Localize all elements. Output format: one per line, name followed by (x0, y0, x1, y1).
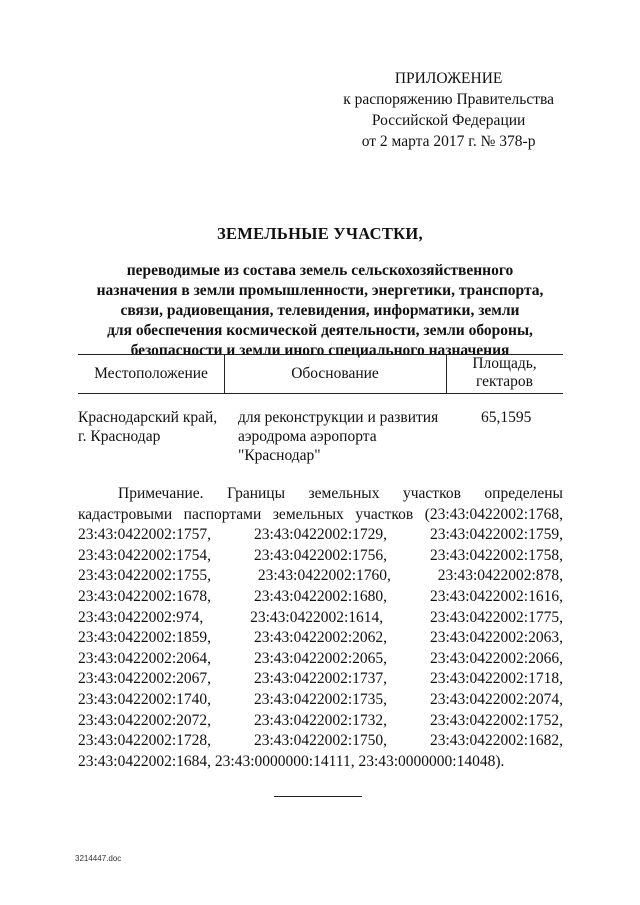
cadastral-number: 23:43:0422002:1750, (253, 732, 388, 750)
cadastral-number: 23:43:0422002:1775, (429, 608, 563, 626)
note-word: Границы (227, 485, 285, 502)
header-location: Местоположение (94, 365, 208, 382)
cadastral-number: 23:43:0422002:1760, (257, 567, 391, 585)
cadastral-number: 23:43:0422002:1737, (253, 670, 388, 688)
cadastral-row (78, 587, 563, 608)
row-location-line2: г. Краснодар (78, 428, 161, 445)
cadastral-number: 23:43:0422002:1859, (78, 629, 212, 647)
note-block (78, 484, 563, 772)
header-basis: Обоснование (291, 365, 379, 382)
cadastral-numbers-grid (78, 525, 563, 752)
header-area-line1: Площадь, (472, 355, 537, 372)
cadastral-row (78, 731, 563, 752)
cadastral-row (78, 649, 563, 670)
appendix-government: Российской Федерации (371, 112, 526, 129)
cadastral-row (78, 628, 563, 649)
note-word: (23:43:0422002:1768, (424, 505, 563, 523)
cadastral-number: 23:43:0422002:2067, (78, 670, 212, 688)
document-id: 3214447.doc (75, 854, 122, 863)
subtitle-line: связи, радиовещания, телевидения, информатики, земли (120, 302, 520, 319)
subtitle-line: назначения в земли промышленности, энергетики, транспорта, (96, 282, 544, 299)
note-word: участков (403, 485, 461, 502)
cadastral-row (78, 690, 563, 711)
cadastral-number: 23:43:0422002:2063, (429, 629, 563, 647)
cadastral-number: 23:43:0422002:1682, (429, 732, 563, 750)
cadastral-number: 23:43:0422002:1732, (253, 711, 388, 729)
cadastral-number: 23:43:0422002:1756, (253, 546, 388, 564)
cadastral-number: 23:43:0422002:974, (78, 608, 204, 626)
cadastral-row (78, 608, 563, 629)
cadastral-row (78, 546, 563, 567)
cadastral-number: 23:43:0422002:1678, (78, 587, 212, 605)
note-word: паспортами (183, 505, 262, 523)
row-location-line1: Краснодарский край, (78, 409, 218, 426)
cadastral-number: 23:43:0422002:1758, (429, 546, 563, 564)
cadastral-number: 23:43:0422002:1740, (78, 690, 212, 708)
note-word: определены (484, 485, 563, 502)
cadastral-number: 23:43:0422002:1759, (429, 526, 563, 544)
row-basis-line3: "Краснодар" (238, 447, 321, 464)
cadastral-last-line: 23:43:0422002:1684, 23:43:0000000:14111, 23:43:0000000:14048). (78, 752, 505, 770)
cadastral-number: 23:43:0422002:878, (437, 567, 563, 585)
note-word: земельных (272, 505, 344, 523)
subtitle-line: безопасности и земли иного специального назначения (130, 342, 510, 359)
cadastral-number: 23:43:0422002:2074, (429, 690, 563, 708)
cadastral-number: 23:43:0422002:1718, (429, 670, 563, 688)
note-line-2 (78, 505, 563, 526)
cadastral-number: 23:43:0422002:2064, (78, 649, 212, 667)
table-header-rule (78, 393, 563, 394)
appendix-date-number: от 2 марта 2017 г. № 378-р (361, 133, 536, 150)
note-word: участков (355, 505, 414, 523)
cadastral-number: 23:43:0422002:2072, (78, 711, 212, 729)
appendix-order-ref: к распоряжению Правительства (343, 91, 554, 108)
note-word: земельных (308, 485, 380, 502)
subtitle-line: переводимые из состава земель сельскохозяйственного (126, 262, 514, 279)
cadastral-number: 23:43:0422002:2066, (429, 649, 563, 667)
cadastral-number: 23:43:0422002:1614, (250, 608, 384, 626)
cadastral-number: 23:43:0422002:1728, (78, 732, 212, 750)
row-area: 65,1595 (481, 409, 532, 426)
document-title (0, 224, 640, 361)
appendix-header (343, 68, 554, 152)
subtitle-line: для обеспечения космической деятельности, земли обороны, (107, 322, 533, 339)
cadastral-row (78, 711, 563, 732)
row-basis-line1: для реконструкции и развития (238, 409, 439, 426)
note-word: Примечание. (118, 485, 204, 502)
note-last-line (78, 752, 563, 773)
header-area-line2: гектаров (475, 373, 534, 390)
appendix-title: ПРИЛОЖЕНИЕ (394, 70, 503, 87)
cadastral-row (78, 566, 563, 587)
title-main: ЗЕМЕЛЬНЫЕ УЧАСТКИ, (216, 224, 423, 243)
cadastral-row (78, 669, 563, 690)
note-line-1 (78, 484, 563, 505)
cadastral-number: 23:43:0422002:2062, (253, 629, 388, 647)
note-word: кадастровыми (78, 505, 173, 523)
cadastral-row (78, 525, 563, 546)
cadastral-number: 23:43:0422002:1752, (429, 711, 563, 729)
cadastral-number: 23:43:0422002:1729, (253, 526, 388, 544)
cadastral-number: 23:43:0422002:2065, (253, 649, 388, 667)
title-subtitle (0, 261, 640, 361)
cadastral-number: 23:43:0422002:1755, (78, 567, 212, 585)
cadastral-number: 23:43:0422002:1754, (78, 546, 212, 564)
end-separator-line (274, 796, 362, 797)
row-basis-line2: аэродрома аэропорта (238, 428, 377, 445)
cadastral-number: 23:43:0422002:1757, (78, 526, 212, 544)
cadastral-number: 23:43:0422002:1735, (253, 690, 388, 708)
cadastral-number: 23:43:0422002:1616, (429, 587, 563, 605)
cadastral-number: 23:43:0422002:1680, (253, 587, 388, 605)
